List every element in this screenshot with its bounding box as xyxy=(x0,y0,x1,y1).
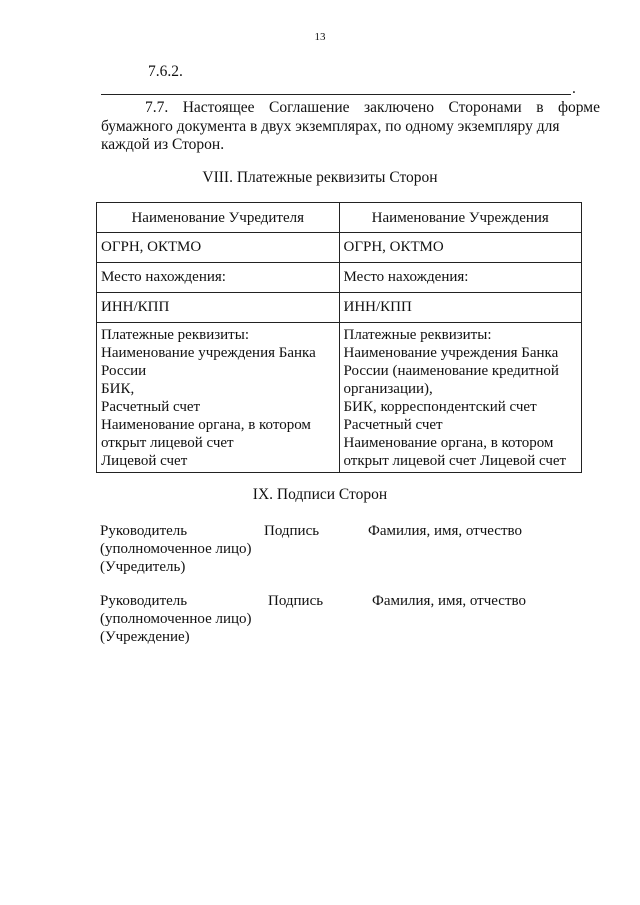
signer-role-line: (уполномоченное лицо) xyxy=(100,541,252,557)
institution-ogrn-cell xyxy=(339,233,582,263)
cell-line: открыт лицевой счет xyxy=(101,435,234,451)
table-row xyxy=(97,263,582,293)
signer-role-line: Руководитель xyxy=(100,593,188,609)
full-name-label: Фамилия, имя, отчество xyxy=(372,593,526,609)
section-8-title: VIII. Платежные реквизиты Сторон xyxy=(202,169,438,186)
signer-role xyxy=(100,592,252,646)
full-name-label: Фамилия, имя, отчество xyxy=(368,523,522,539)
cell-line: Платежные реквизиты: xyxy=(101,327,249,343)
cell-line: Место нахождения: xyxy=(101,269,226,285)
cell-line: открыт лицевой счет Лицевой счет xyxy=(343,453,567,469)
cell-line: России xyxy=(101,363,147,379)
cell-line: БИК, xyxy=(101,381,135,397)
clause-7-7 xyxy=(101,99,600,155)
signer-role-line: (уполномоченное лицо) xyxy=(100,611,252,627)
founder-header-cell: Наименование Учредителя xyxy=(97,203,340,233)
clause-7-7-first-line: 7.7. Настоящее Соглашение заключено Сторонами в форме xyxy=(145,99,600,116)
clause-7-6-2: 7.6.2. xyxy=(148,63,183,80)
cell-line: Наименование учреждения Банка xyxy=(343,345,559,361)
table-row xyxy=(97,233,582,263)
page-number: 13 xyxy=(314,31,326,43)
signature-label: Подпись xyxy=(264,523,320,539)
founder-ogrn-cell xyxy=(97,233,340,263)
table-row xyxy=(97,323,582,473)
signer-role-line: (Учредитель) xyxy=(100,559,186,575)
cell-line: Расчетный счет xyxy=(101,399,201,415)
cell-line: ОГРН, ОКТМО xyxy=(343,239,444,255)
cell-line: Наименование учреждения Банка xyxy=(101,345,316,361)
signer-role xyxy=(100,522,252,576)
cell-line: ИНН/КПП xyxy=(101,299,170,315)
institution-inn-cell xyxy=(339,293,582,323)
cell-line: ИНН/КПП xyxy=(343,299,412,315)
table-row xyxy=(97,293,582,323)
founder-bank-details-cell xyxy=(97,323,340,473)
table-header-row xyxy=(97,203,582,233)
cell-line: ОГРН, ОКТМО xyxy=(101,239,202,255)
section-9-title: IX. Подписи Сторон xyxy=(252,486,388,503)
institution-address-cell xyxy=(339,263,582,293)
institution-bank-details-cell xyxy=(339,323,582,473)
cell-line: Наименование органа, в котором xyxy=(343,435,554,451)
blank-fill-line xyxy=(101,94,571,95)
signature-label: Подпись xyxy=(268,593,324,609)
signer-role-line: Руководитель xyxy=(100,523,188,539)
cell-line: Расчетный счет xyxy=(343,417,443,433)
cell-line: России (наименование кредитной xyxy=(343,363,559,379)
cell-line: Место нахождения: xyxy=(343,269,469,285)
cell-line: Лицевой счет xyxy=(101,453,188,469)
clause-7-7-rest: бумажного документа в двух экземплярах, по одному экземпляру для каждой из Сторон. xyxy=(101,117,560,153)
cell-line: Платежные реквизиты: xyxy=(343,327,492,343)
founder-inn-cell xyxy=(97,293,340,323)
cell-line: организации), xyxy=(343,381,433,397)
cell-line: Наименование органа, в котором xyxy=(101,417,311,433)
payment-requisites-table xyxy=(96,202,582,473)
cell-line: БИК, корреспондентский счет xyxy=(343,399,537,415)
signer-role-line: (Учреждение) xyxy=(100,629,190,645)
institution-header-cell: Наименование Учреждения xyxy=(339,203,582,233)
founder-address-cell xyxy=(97,263,340,293)
blank-line-end: . xyxy=(572,80,576,97)
